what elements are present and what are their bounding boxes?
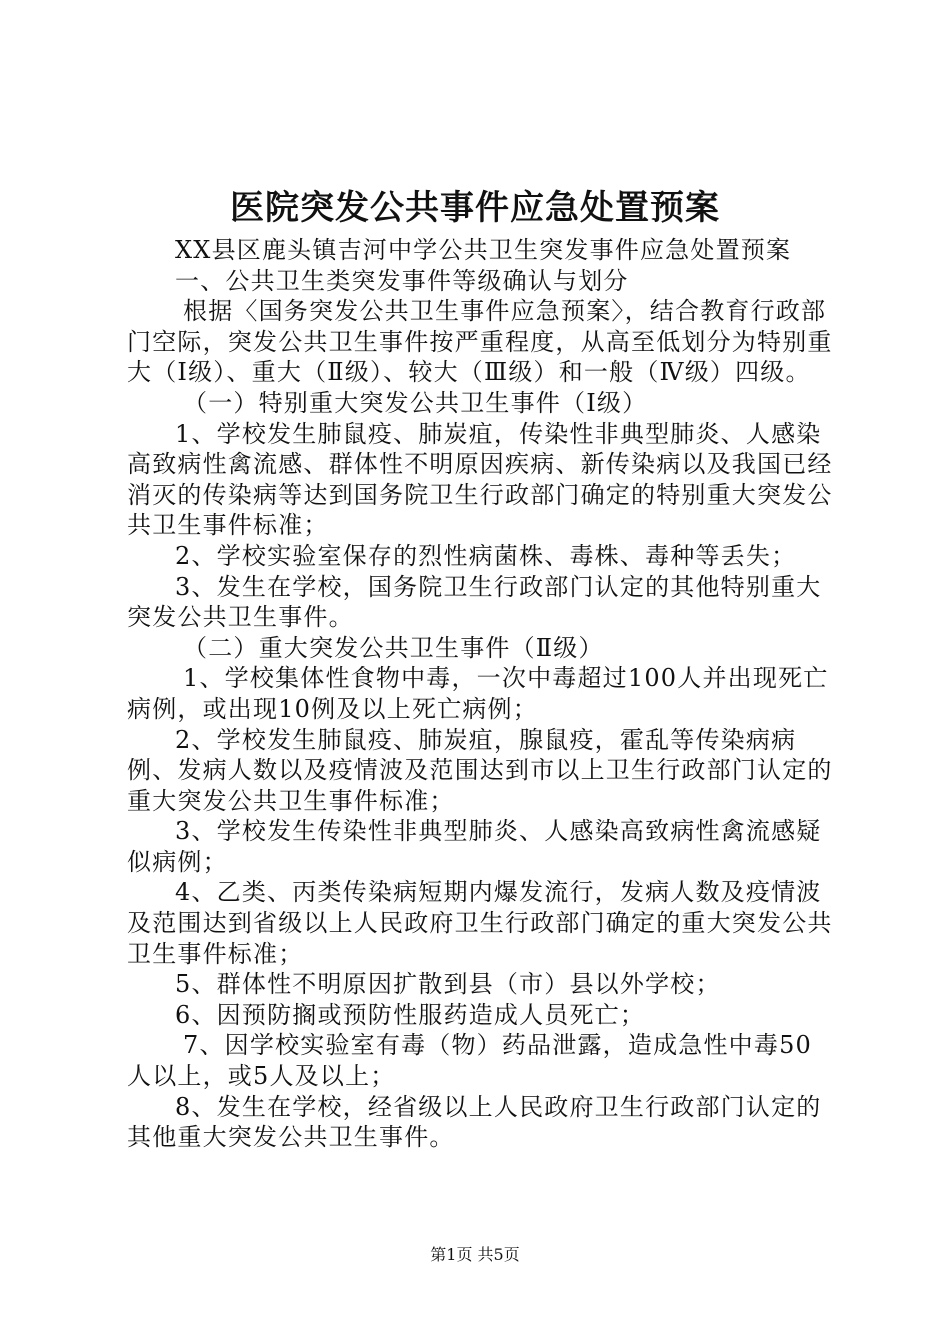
section-heading: 一、公共卫生类突发事件等级确认与划分 bbox=[175, 266, 629, 295]
list-item: 3、发生在学校，国务院卫生行政部门认定的其他特别重大突发公共卫生事件。 bbox=[127, 572, 822, 632]
list-item: 5、群体性不明原因扩散到县（市）县以外学校； bbox=[175, 970, 721, 999]
document-body bbox=[127, 235, 835, 1153]
list-item: 1、学校发生肺鼠疫、肺炭疽，传染性非典型肺炎、人感染高致病性禽流感、群体性不明原因疾病、新传染病以及我国已经消灭的传染病等达到国务院卫生行政部门确定的特别重大突发公共卫生事件标准； bbox=[127, 419, 833, 540]
list-item: 7、因学校实验室有毒（物）药品泄露，造成急性中毒50人以上，或5人及以上； bbox=[127, 1031, 813, 1091]
list-item: 4、乙类、丙类传染病短期内爆发流行，发病人数及疫情波及范围达到省级以上人民政府卫生行政部门确定的重大突发公共卫生事件标准； bbox=[127, 878, 833, 968]
list-item: 2、学校发生肺鼠疫、肺炭疽，腺鼠疫，霍乱等传染病病例、发病人数以及疫情波及范围达到市以上卫生行政部门认定的重大突发公共卫生事件标准； bbox=[127, 725, 833, 815]
list-item: 3、学校发生传染性非典型肺炎、人感染高致病性禽流感疑似病例； bbox=[127, 817, 822, 876]
document-title: 医院突发公共事件应急处置预案 bbox=[230, 188, 720, 228]
subsection-heading: （一）特别重大突发公共卫生事件（Ⅰ级） bbox=[183, 388, 648, 417]
list-item: 2、学校实验室保存的烈性病菌株、毒株、毒种等丢失； bbox=[175, 541, 797, 570]
list-item: 6、因预防搁或预防性服药造成人员死亡； bbox=[175, 1000, 646, 1029]
list-item: 1、学校集体性食物中毒，一次中毒超过100人并出现死亡病例，或出现10例及以上死亡病例； bbox=[127, 664, 829, 723]
subsection-heading: （二）重大突发公共卫生事件（Ⅱ级） bbox=[183, 633, 604, 662]
body-paragraph: 根据〈国务突发公共卫生事件应急预案〉，结合教育行政部门空际，突发公共卫生事件按严重程度，从高至低划分为特别重大（Ⅰ级）、重大（Ⅱ级）、较大（Ⅲ级）和一般（Ⅳ级）四级。 bbox=[127, 297, 833, 387]
page-number-footer: 第1页 共5页 bbox=[430, 1245, 520, 1264]
subtitle-paragraph: XX县区鹿头镇吉河中学公共卫生突发事件应急处置预案 bbox=[175, 236, 792, 264]
list-item: 8、发生在学校，经省级以上人民政府卫生行政部门认定的其他重大突发公共卫生事件。 bbox=[127, 1092, 822, 1152]
